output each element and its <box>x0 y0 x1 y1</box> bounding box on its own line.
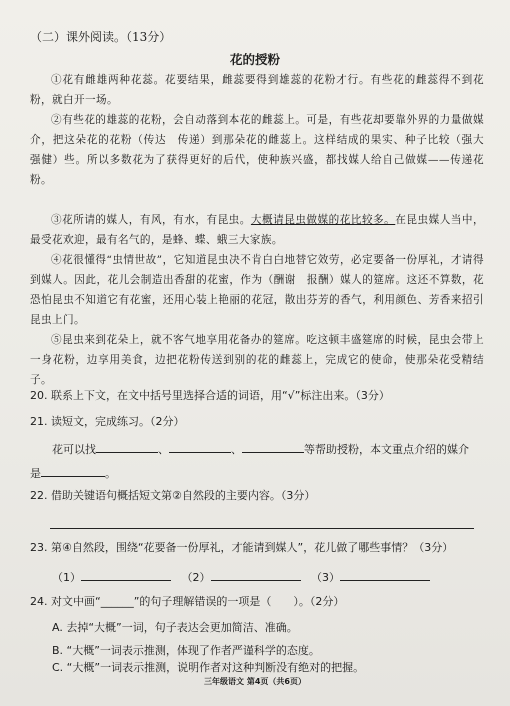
article-paragraph-1: ①花有雌雄两种花蕊。花要结果，雌蕊要得到雄蕊的花粉才行。有些花的雌蕊得不到花粉，就白开一场。 <box>30 74 484 106</box>
page-footer: 三年级语文 第4页（共6页） <box>204 677 306 686</box>
paragraph-3-text-b: 在昆虫媒人当中，最受花欢迎，最有名气的，是蜂、蝶、蛾三大家族。 <box>30 214 485 246</box>
q24-option-a[interactable]: A. 去掉“大概”一词，句子表达会更加简洁、准确。 <box>52 621 298 634</box>
q21-period: 。 <box>105 467 116 480</box>
q21-blank-1[interactable] <box>96 440 158 453</box>
question-24: 24. 对文中画“______”的句子理解错误的一项是（ ）。（2分） <box>30 595 345 608</box>
article-paragraph-2: ②有些花的雄蕊的花粉，会自动落到本花的雌蕊上。可是，有些花却要靠外界的力量做媒介，把这朵花的花粉（传达 传递）到那朵花的雌蕊上。这样结成的果实、种子比较（强大 强健）些。所以多数花为了获得更好的后代，使种族兴盛，都找媒人给自己做媒——传递花粉。 <box>30 114 495 186</box>
question-20: 20. 联系上下文，在文中括号里选择合适的词语，用“√”标注出来。（3分） <box>30 389 390 402</box>
q21-blank-3[interactable] <box>242 440 304 453</box>
paragraph-3-text-a: ③花所请的媒人，有风，有水，有昆虫。 <box>51 214 251 226</box>
q23-label-2: （2） <box>181 571 211 584</box>
q23-blank-3[interactable] <box>340 568 430 581</box>
question-23-blanks <box>52 568 482 586</box>
article-paragraph-4: ④花很懂得“虫情世故”，它知道昆虫决不肯白白地替它效劳，必定要备一份厚礼，才请得到媒人。因此，花儿会制造出香甜的花蜜，作为（酬谢 报酬）媒人的筵席。这还不算数，花恐怕昆虫不知道它有花蜜，还用心装上艳丽的花冠，散出芬芳的香气，利用颜色、芳香来招引昆虫上门。 <box>30 254 484 326</box>
underlined-sentence: 大概请昆虫做媒的花比较多。 <box>250 214 396 226</box>
q21-separator-2: 、 <box>231 443 242 456</box>
q23-label-3: （3） <box>311 571 340 584</box>
q21-blank-2[interactable] <box>169 440 231 453</box>
q21-separator-1: 、 <box>158 443 169 456</box>
q21-text-a: 花可以找 <box>52 443 96 456</box>
q22-answer-line[interactable] <box>50 528 474 529</box>
q21-text-c: 是 <box>30 467 41 480</box>
article-paragraph-5: ⑤昆虫来到花朵上，就不客气地享用花备办的筵席。吃这顿丰盛筵席的时候，昆虫会带上一身花粉，边享用美食，边把花粉传送到别的花的雌蕊上，完成它的使命，使那朵花受精结子。 <box>30 334 484 386</box>
q24-option-b[interactable]: B. “大概”一词表示推测，体现了作者严谨科学的态度。 <box>52 644 320 657</box>
q23-blank-2[interactable] <box>211 568 301 581</box>
q21-text-b: 等帮助授粉，本文重点介绍的媒介 <box>304 443 469 456</box>
question-22: 22. 借助关键语句概括短文第②自然段的主要内容。（3分） <box>30 489 316 502</box>
question-21-line-2 <box>30 464 484 482</box>
q21-blank-4[interactable] <box>41 464 105 477</box>
q23-label-1: （1） <box>52 571 81 584</box>
q23-blank-1[interactable] <box>81 568 171 581</box>
section-title: （二）课外阅读。（13分） <box>30 30 172 44</box>
q24-option-c[interactable]: C. “大概”一词表示推测，说明作者对这种判断没有绝对的把握。 <box>52 661 365 674</box>
question-21-line-1 <box>52 440 482 458</box>
article-paragraph-3 <box>30 210 484 250</box>
question-23: 23. 第④自然段，围绕“花要备一份厚礼，才能请到媒人”，花儿做了哪些事情？（3分） <box>30 541 454 554</box>
question-21: 21. 读短文，完成练习。（2分） <box>30 415 185 428</box>
article-title: 花的授粉 <box>229 52 280 67</box>
